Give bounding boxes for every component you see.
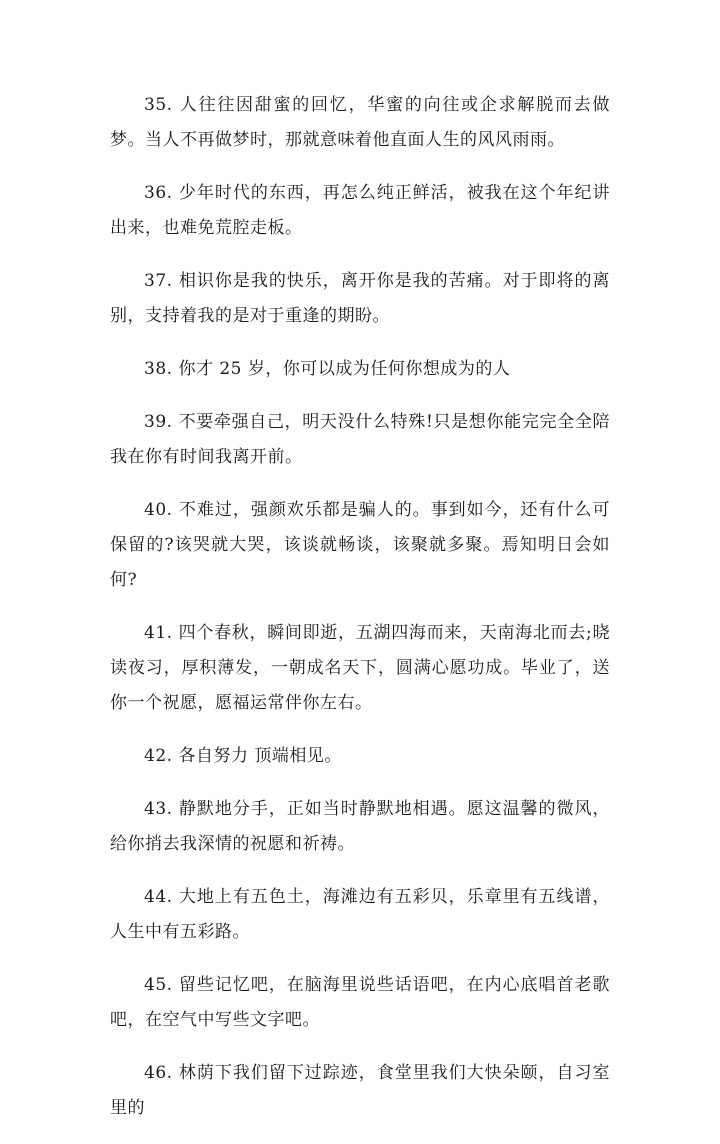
paragraph-38: 38. 你才 25 岁，你可以成为任何你想成为的人 bbox=[144, 359, 511, 379]
paragraph-35: 35. 人往往因甜蜜的回忆，华蜜的向往或企求解脱而去做梦。当人不再做梦时，那就意味着他直面人生的风风雨雨。 bbox=[110, 95, 610, 150]
paragraph-44: 44. 大地上有五色土，海滩边有五彩贝，乐章里有五线谱，人生中有五彩路。 bbox=[110, 887, 610, 942]
paragraph-39: 39. 不要牵强自己，明天没什么特殊!只是想你能完完全全陪我在你有时间我离开前。 bbox=[110, 412, 610, 467]
document-body bbox=[110, 88, 610, 1144]
paragraph-37: 37. 相识你是我的快乐，离开你是我的苦痛。对于即将的离别，支持着我的是对于重逢的期盼。 bbox=[110, 271, 610, 326]
paragraph-46: 46. 林荫下我们留下过踪迹，食堂里我们大快朵颐，自习室里的 bbox=[110, 1063, 610, 1118]
paragraph-41: 41. 四个春秋，瞬间即逝，五湖四海而来，天南海北而去;晓读夜习，厚积薄发，一朝成名天下，圆满心愿功成。毕业了，送你一个祝愿，愿福运常伴你左右。 bbox=[110, 623, 610, 713]
paragraph-40: 40. 不难过，强颜欢乐都是骗人的。事到如今，还有什么可保留的?该哭就大哭，该谈就畅谈，该聚就多聚。焉知明日会如何? bbox=[110, 500, 610, 590]
paragraph-45: 45. 留些记忆吧，在脑海里说些话语吧，在内心底唱首老歌吧，在空气中写些文字吧。 bbox=[110, 975, 610, 1030]
paragraph-43: 43. 静默地分手，正如当时静默地相遇。愿这温馨的微风，给你捎去我深情的祝愿和祈祷。 bbox=[110, 799, 610, 854]
paragraph-42: 42. 各自努力 顶端相见。 bbox=[144, 746, 342, 766]
paragraph-36: 36. 少年时代的东西，再怎么纯正鲜活，被我在这个年纪讲出来，也难免荒腔走板。 bbox=[110, 183, 610, 238]
